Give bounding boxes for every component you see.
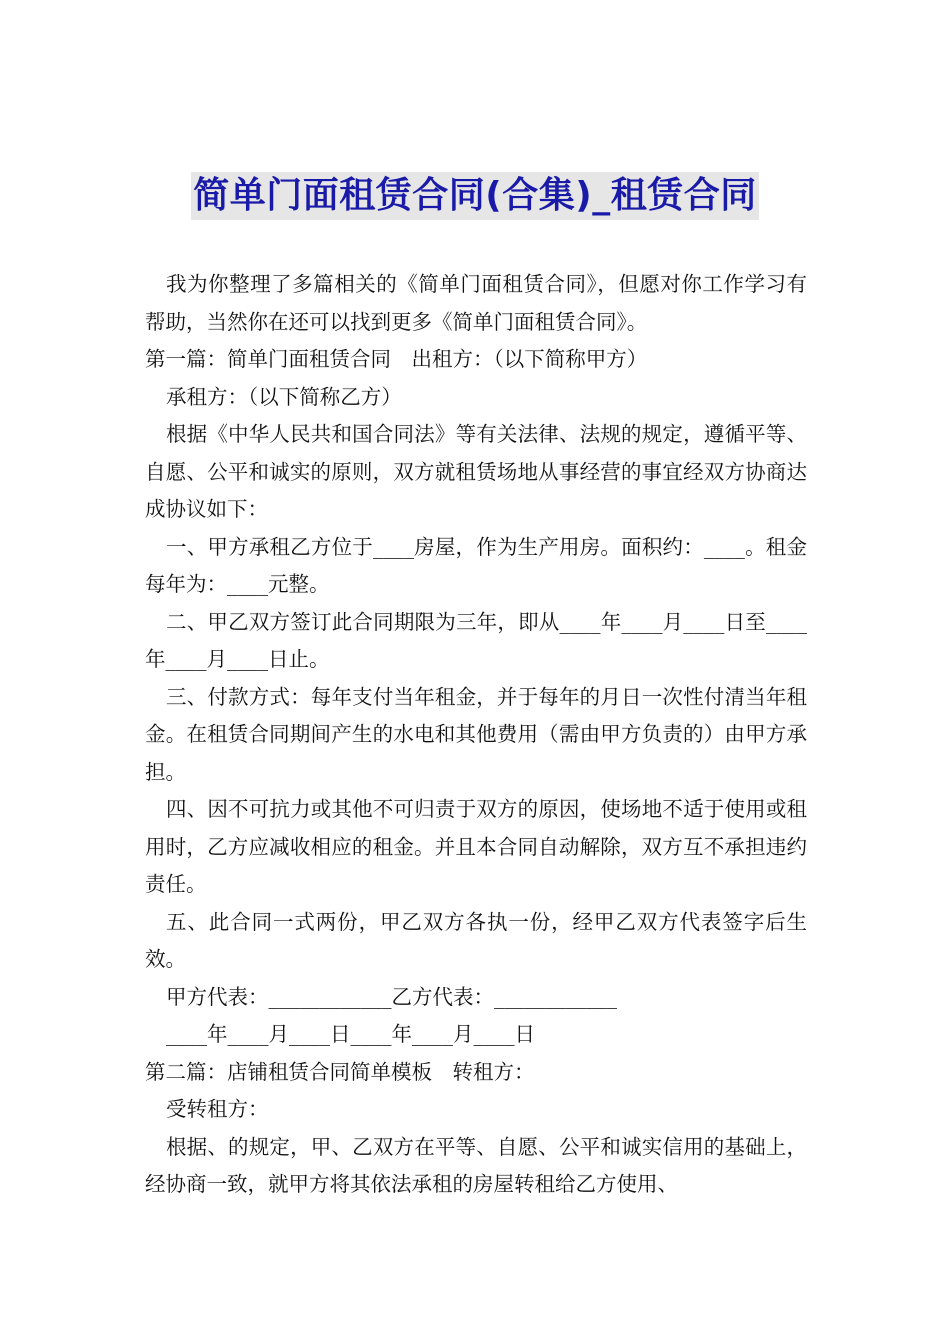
basis-paragraph: 根据《中华人民共和国合同法》等有关法律、法规的规定，遵循平等、自愿、公平和诚实的原则，双方就租赁场地从事经营的事宜经双方协商达成协议如下：: [145, 422, 807, 521]
section-one-heading: 第一篇：简单门面租赁合同 出租方：（以下简称甲方）: [145, 347, 648, 371]
clause-one: 一、甲方承租乙方位于____房屋，作为生产用房。面积约：____。租金每年为：____元整。: [145, 534, 807, 596]
signature-line: 甲方代表：____________乙方代表：____________: [166, 984, 617, 1009]
clause-two: 二、甲乙双方签订此合同期限为三年，即从____年____月____日至____年____月____日止。: [145, 609, 807, 671]
section-two-heading: 第二篇：店铺租赁合同简单模板 转租方：: [145, 1059, 535, 1084]
document-title: 简单门面租赁合同(合集)_租赁合同: [191, 172, 758, 220]
sublessee-line: 受转租方：: [166, 1097, 269, 1121]
lessee-line: 承租方：（以下简称乙方）: [166, 384, 402, 409]
document-title-container: [0, 172, 950, 220]
section-two-basis-paragraph: 根据、的规定，甲、乙双方在平等、自愿、公平和诚实信用的基础上，经协商一致，就甲方将其依法承租的房屋转租给乙方使用、: [145, 1134, 807, 1196]
clause-three: 三、付款方式：每年支付当年租金，并于每年的月日一次性付清当年租金。在租赁合同期间产生的水电和其他费用（需由甲方负责的）由甲方承担。: [145, 684, 807, 784]
date-line: ____年____月____日____年____月____日: [166, 1022, 535, 1046]
document-body: [145, 266, 807, 1204]
intro-paragraph: 我为你整理了多篇相关的《简单门面租赁合同》，但愿对你工作学习有帮助，当然你在还可以找到更多《简单门面租赁合同》。: [145, 272, 807, 334]
clause-five: 五、此合同一式两份，甲乙双方各执一份，经甲乙双方代表签字后生效。: [145, 909, 807, 971]
clause-four: 四、因不可抗力或其他不可归责于双方的原因，使场地不适于使用或租用时，乙方应减收相应的租金。并且本合同自动解除，双方互不承担违约责任。: [145, 797, 807, 896]
